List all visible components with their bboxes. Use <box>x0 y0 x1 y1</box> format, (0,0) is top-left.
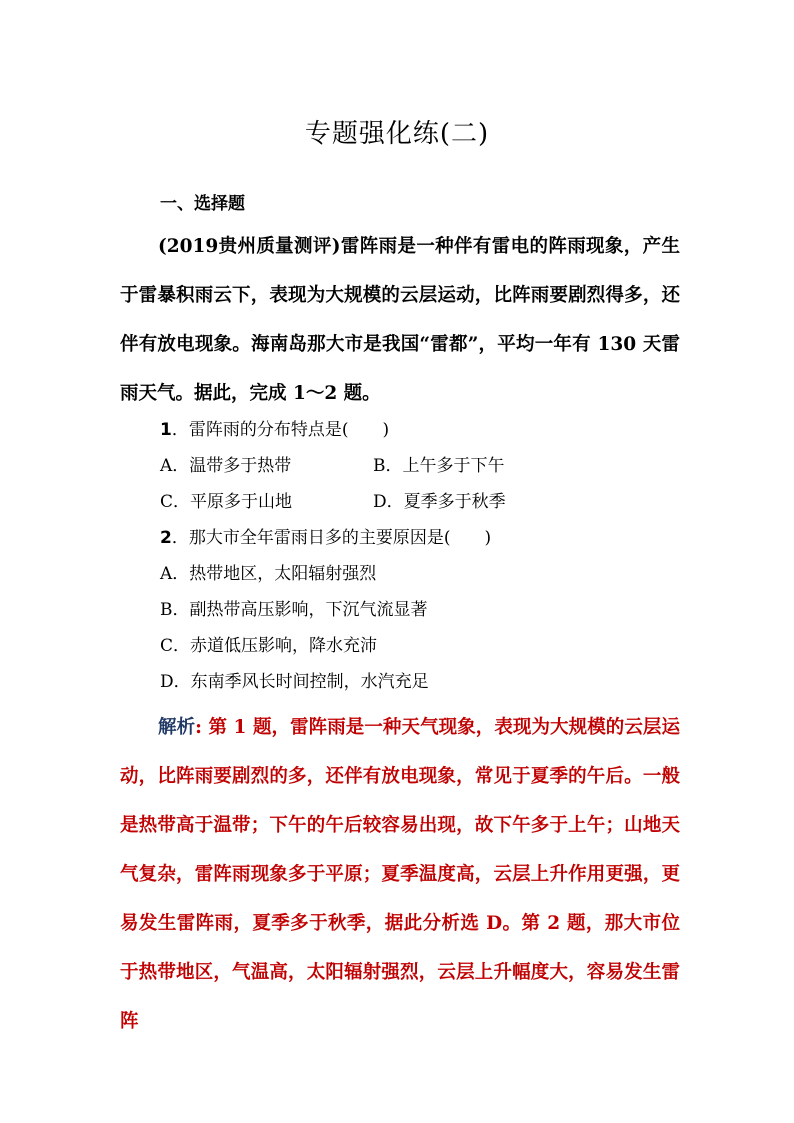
question-1-number: 1 <box>160 420 172 440</box>
q2-option-c: C．赤道低压影响，降水充沛 <box>160 636 378 656</box>
question-stem: (2019贵州质量测评)雷阵雨是一种伴有雷电的阵雨现象，产生于雷暴积雨云下，表现为大规模的云层运动，比阵雨要剧烈得多，还伴有放电现象。海南岛那大市是我国“雷都”，平均一年有 130 天雷雨天气。据此，完成 1～2 题。 <box>120 236 680 404</box>
section-heading: 一、选择题 <box>160 194 245 214</box>
question-2-text: ．那大市全年雷雨日多的主要原因是( ) <box>171 528 492 548</box>
q1-option-b: B．上午多于下午 <box>373 456 505 476</box>
question-2 <box>160 527 491 549</box>
q1-option-c: C．平原多于山地 <box>160 492 293 512</box>
question-1-text: ．雷阵雨的分布特点是( ) <box>171 420 390 440</box>
q1-option-d: D．夏季多于秋季 <box>373 492 506 512</box>
analysis-label: 解析 <box>158 717 196 738</box>
q2-option-a: A．热带地区，太阳辐射强烈 <box>160 564 377 584</box>
question-1 <box>160 419 389 441</box>
analysis-paragraph <box>120 703 680 1046</box>
question-2-number: 2 <box>160 528 172 548</box>
page-title: 专题强化练(二) <box>304 119 490 149</box>
q1-option-a: A．温带多于热带 <box>160 456 292 476</box>
analysis-text: : 第 1 题，雷阵雨是一种天气现象，表现为大规模的云层运动，比阵雨要剧烈的多，还伴有放电现象，常见于夏季的午后。一般是热带高于温带；下午的午后较容易出现，故下午多于上午；山地天气复杂，雷阵雨现象多于平原；夏季温度高，云层上升作用更强，更易发生雷阵雨，夏季多于秋季，据此分析选 D。第 2 题，那大市位于热带地区，气温高，太阳辐射强烈，云层上升幅度大，容易发生雷阵 <box>120 717 680 1032</box>
q2-option-b: B．副热带高压影响，下沉气流显著 <box>160 600 428 620</box>
q2-option-d: D．东南季风长时间控制，水汽充足 <box>160 672 429 692</box>
